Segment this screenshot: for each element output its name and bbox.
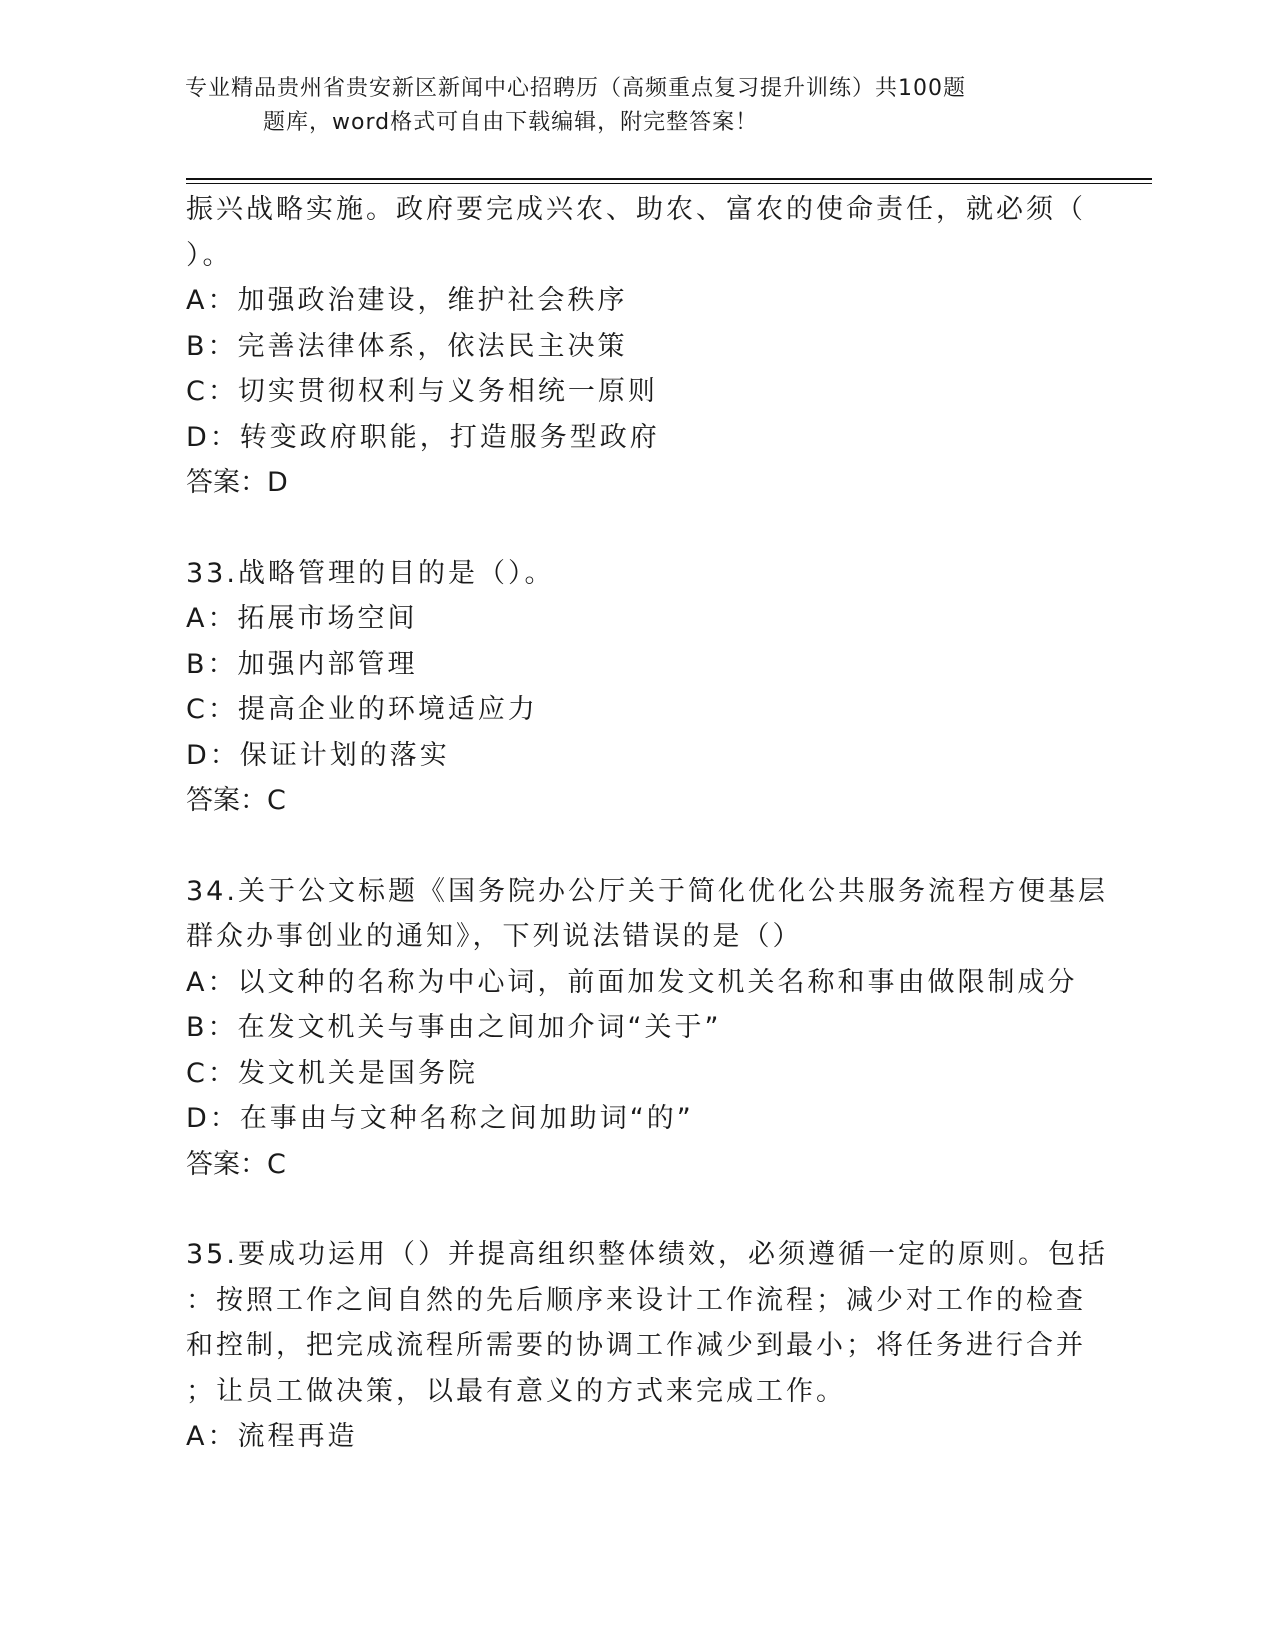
answer-line: 答案：C [186,785,286,816]
spacer [186,1187,1086,1232]
spacer [186,506,1086,551]
question-stem-line: ；让员工做决策，以最有意义的方式来完成工作。 [186,1375,846,1407]
option-c: C：发文机关是国务院 [186,1057,478,1089]
document-header [185,72,1065,140]
question-stem-line: ：按照工作之间自然的先后顺序来设计工作流程；减少对工作的检查 [186,1284,1086,1316]
answer-line: 答案：D [186,467,288,498]
question-stem-line: ）。 [186,239,233,271]
option-a: A：加强政治建设，维护社会秩序 [186,285,628,316]
question-stem-line: 和控制，把完成流程所需要的协调工作减少到最小；将任务进行合并 [186,1330,1086,1361]
question-33 [186,551,1086,824]
question-stem-line: 34.关于公文标题《国务院办公厅关于简化优化公共服务流程方便基层 [186,875,1108,907]
question-35 [186,1232,1108,1460]
option-a: A：以文种的名称为中心词，前面加发文机关名称和事由做限制成分 [186,966,1078,998]
answer-line: 答案：C [186,1148,286,1180]
question-stem-line: 33.战略管理的目的是（）。 [186,557,555,589]
option-b: B：完善法律体系，依法民主决策 [186,330,628,362]
header-title-line-2: 题库，word格式可自由下载编辑，附完整答案！ [263,110,759,135]
question-34 [186,869,1108,1188]
option-b: B：在发文机关与事由之间加介词“关于” [186,1012,722,1043]
option-d: D：在事由与文种名称之间加助词“的” [186,1103,694,1134]
spacer [186,824,1086,869]
option-a: A：流程再造 [186,1421,358,1452]
option-c: C：提高企业的环境适应力 [186,694,538,725]
option-b: B：加强内部管理 [186,648,418,680]
question-stem-line: 群众办事创业的通知》，下列说法错误的是（） [186,921,803,952]
question-32 [186,187,1086,506]
option-d: D：转变政府职能，打造服务型政府 [186,421,660,453]
header-rule-thick [186,178,1152,180]
option-a: A：拓展市场空间 [186,603,418,634]
header-rule-thin [186,183,1152,184]
header-title-line-1: 专业精品贵州省贵安新区新闻中心招聘历（高频重点复习提升训练）共100题 [185,76,966,101]
question-stem-line: 振兴战略实施。政府要完成兴农、助农、富农的使命责任，就必须（ [186,194,1086,225]
question-stem-line: 35.要成功运用（）并提高组织整体绩效，必须遵循一定的原则。包括 [186,1239,1108,1270]
document-body [186,187,1108,1460]
option-c: C：切实贯彻权利与义务相统一原则 [186,376,658,407]
option-d: D：保证计划的落实 [186,739,450,771]
